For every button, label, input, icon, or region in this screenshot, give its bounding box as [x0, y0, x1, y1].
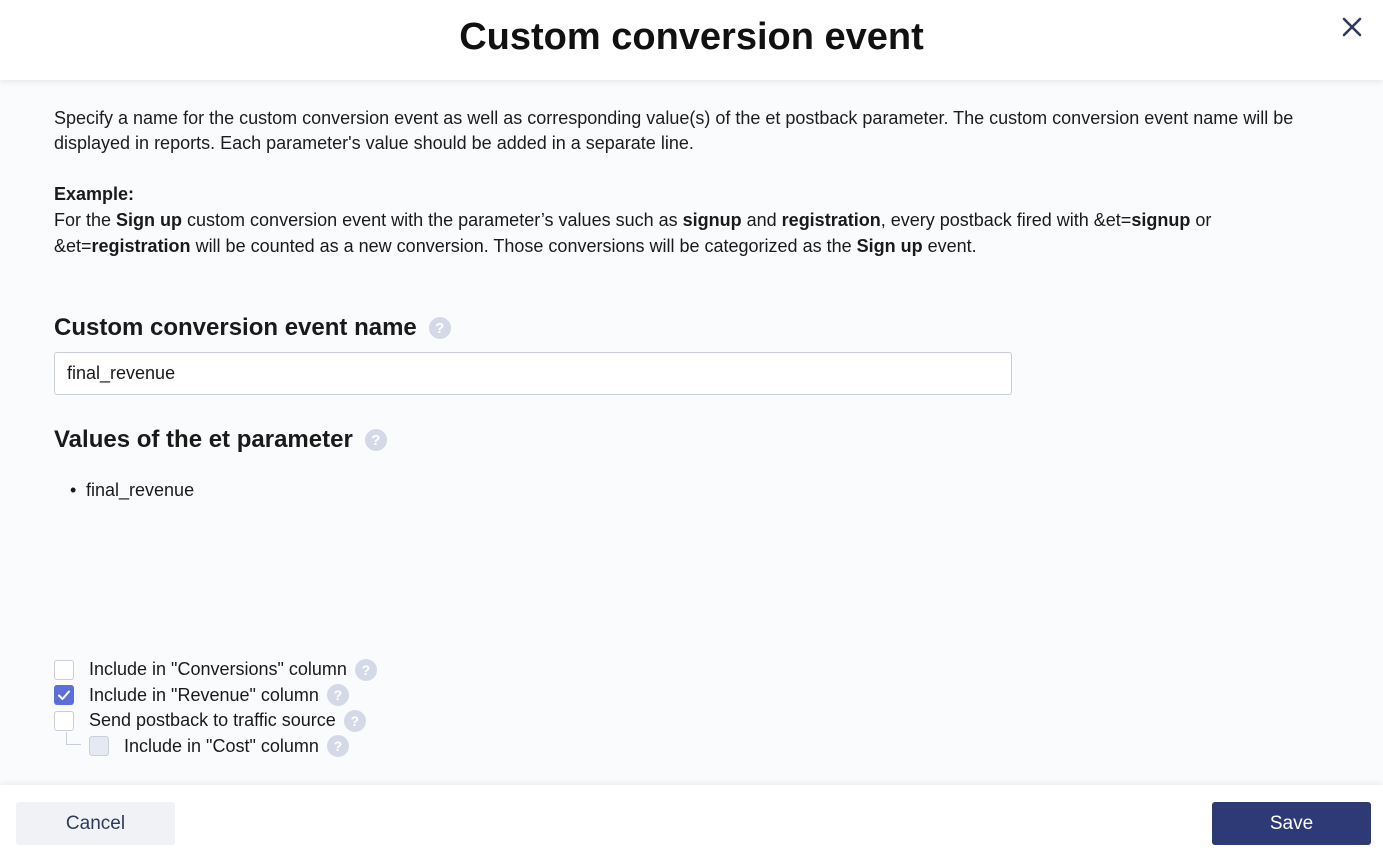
- include-cost-checkbox: [89, 736, 109, 756]
- close-icon: [1342, 17, 1362, 37]
- dialog-title: Custom conversion event: [459, 16, 924, 58]
- dialog-header: [0, 0, 1383, 80]
- option-include-conversions[interactable]: [54, 657, 377, 683]
- include-conversions-checkbox[interactable]: [54, 660, 74, 680]
- event-name-heading: [54, 314, 451, 342]
- tree-connector: [66, 732, 81, 745]
- option-include-revenue[interactable]: [54, 683, 377, 709]
- cancel-button[interactable]: Cancel: [16, 802, 175, 845]
- event-name-input[interactable]: [54, 352, 1012, 395]
- dialog-instructions: [54, 106, 1344, 259]
- question-icon[interactable]: ?: [344, 710, 366, 732]
- event-name-label: Custom conversion event name: [54, 314, 417, 341]
- option-label: Send postback to traffic source: [89, 710, 336, 731]
- close-button[interactable]: [1337, 12, 1367, 42]
- et-values-heading: [54, 426, 387, 454]
- include-revenue-checkbox[interactable]: [54, 685, 74, 705]
- example-text: For the Sign up custom conversion event with the parameter’s values such as signup and registration, every postback fired with &et=signup or &et=registration will be counted as a new conversion. Those conversions will be categorized as the Sign up event.: [54, 210, 1212, 256]
- option-include-cost: [54, 734, 377, 760]
- question-icon[interactable]: ?: [327, 735, 349, 757]
- et-values-label: Values of the et parameter: [54, 426, 353, 453]
- list-item: [70, 480, 194, 501]
- question-icon[interactable]: ?: [365, 429, 387, 451]
- option-label: Include in "Revenue" column: [89, 684, 319, 705]
- option-label: Include in "Cost" column: [124, 735, 319, 756]
- bullet: •: [70, 480, 77, 500]
- option-label: Include in "Conversions" column: [89, 659, 347, 680]
- example-heading: Example:: [54, 184, 135, 204]
- list-item-value: final_revenue: [86, 480, 195, 500]
- question-icon[interactable]: ?: [327, 684, 349, 706]
- save-button[interactable]: Save: [1212, 802, 1371, 845]
- question-icon[interactable]: ?: [429, 317, 451, 339]
- options-group: [54, 657, 377, 759]
- description-text: Specify a name for the custom conversion event as well as corresponding value(s) of the et postback parameter. The custom conversion event name will be displayed in reports. Each parameter's value should be added in a separate line.: [54, 108, 1294, 153]
- dialog-footer: [0, 785, 1383, 862]
- option-send-postback[interactable]: [54, 708, 377, 734]
- question-icon[interactable]: ?: [355, 659, 377, 681]
- send-postback-checkbox[interactable]: [54, 711, 74, 731]
- checkmark-icon: [57, 688, 71, 702]
- et-values-list[interactable]: [70, 480, 194, 501]
